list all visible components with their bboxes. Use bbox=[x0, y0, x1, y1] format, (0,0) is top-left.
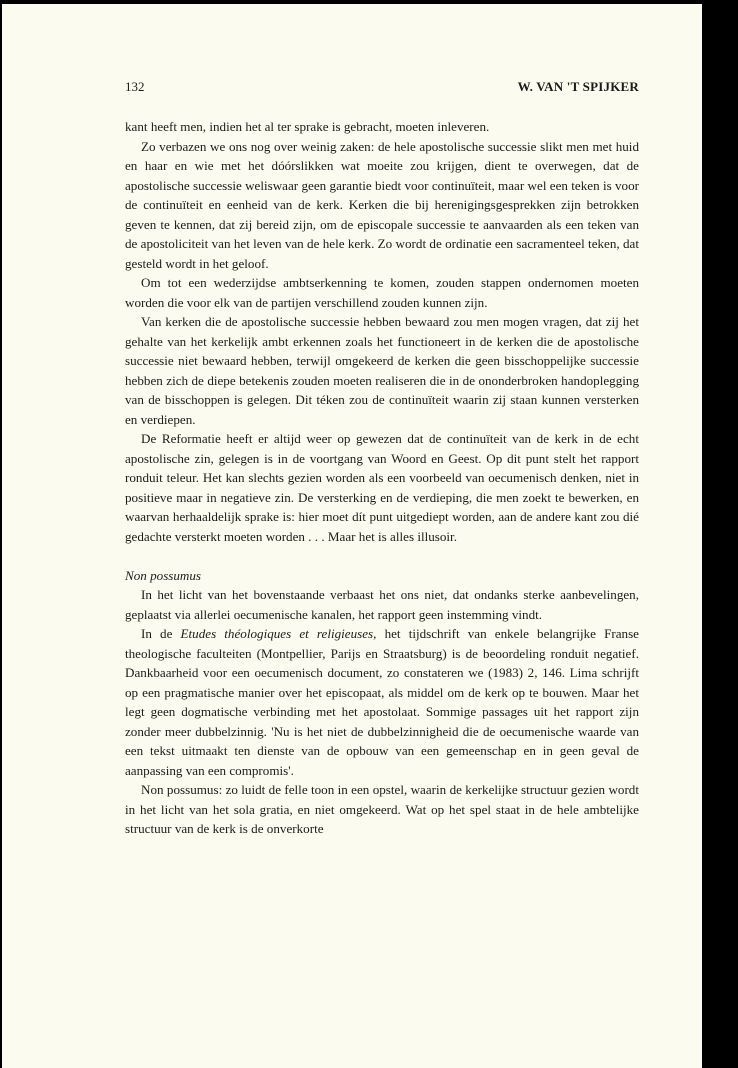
paragraph: Zo verbazen we ons nog over weinig zaken: de hele apostolische successie slikt men met huid en haar en wie met het dóórslikken wat moeite zou krijgen, dient te overwegen, dat de apostolische successie weliswaar geen garantie biedt voor continuïteit, maar wel een teken is voor de continuïteit en eenheid van de kerk. Kerken die bij herenigingsgesprekken zijn betrokken geven te kennen, dat zij bereid zijn, om de episcopale successie te aanvaarden als een teken van de apostoliciteit van het leven van de hele kerk. Zo wordt de ordinatie een sacramenteel teken, dat gesteld wordt in het geloof. bbox=[125, 138, 639, 271]
book-page bbox=[2, 4, 702, 1068]
paragraph: De Reformatie heeft er altijd weer op gewezen dat de continuïteit van de kerk in de echt apostolische zin, gelegen is in de voortgang van Woord en Geest. Op dit punt stelt het rapport ronduit teleur. Het kan slechts gezien worden als een voorbeeld van oecumenisch denken, niet in positieve maar in negatieve zin. De versterking en de verdieping, die men zoekt te bewerken, en waarvan herhaaldelijk sprake is: hier moet dít punt uitgediept worden, aan de andere kant zou dié gedachte versterkt moeten worden . . . Maar het is alles illusoir. bbox=[125, 431, 639, 544]
body-text bbox=[125, 117, 639, 839]
page-number: 132 bbox=[125, 79, 145, 94]
paragraph: Van kerken die de apostolische successie hebben bewaard zou men mogen vragen, dat zij het gehalte van het kerkelijk ambt erkennen zoals het functioneert in de kerken die de apostolische successie niet bewaard hebben, terwijl omgekeerd de kerken die geen bisschoppelijke successie hebben zich de diepe betekenis zouden moeten realiseren die in de ononderbroken handoplegging van de bisschoppen is gelegen. Dit téken zou de continuïteit waarin zij staan kunnen versterken en verdiepen. bbox=[125, 314, 639, 427]
paragraph: Non possumus: zo luidt de felle toon in een opstel, waarin de kerkelijke structuur gezien wordt in het licht van het sola gratia, en niet omgekeerd. Wat op het spel staat in de hele ambtelijke structuur van de kerk is de onverkorte bbox=[125, 782, 639, 836]
section-heading: Non possumus bbox=[125, 567, 202, 583]
running-head-author: W. VAN 'T SPIJKER bbox=[517, 79, 639, 94]
paragraph: In het licht van het bovenstaande verbaast het ons niet, dat ondanks sterke aanbevelingen, geplaatst via allerlei oecumenische kanalen, het rapport geen instemming vindt. bbox=[125, 587, 639, 622]
paragraph: kant heeft men, indien het al ter sprake is gebracht, moeten inleveren. bbox=[125, 119, 490, 134]
paragraph: Om tot een wederzijdse ambtserkenning te komen, zouden stappen ondernomen moeten worden die voor elk van de partijen verschillend zouden kunnen zijn. bbox=[125, 275, 639, 310]
paragraph bbox=[125, 624, 639, 780]
paragraph-text: In de bbox=[141, 626, 181, 641]
journal-title: Etudes théologiques et religieuses, bbox=[180, 626, 377, 641]
paragraph-text: het tijdschrift van enkele belangrijke Franse theologische faculteiten (Montpellier, Parijs en Straatsburg) is de beoordeling ronduit negatief. Dankbaarheid voor een oecumenisch document, zo constateren we (1983) 2, 146. Lima schrijft op een pragmatische manier over het episcopaat, als middel om de kerk op te bouwen. Maar het legt geen dogmatische verbinding met het apostolaat. Sommige passages uit het rapport zijn zonder meer dubbelzinnig. 'Nu is het niet de dubbelzinnigheid die de oecumenische waarde van een tekst uitmaakt ten dienste van de opbouw van een gemeenschap en in geen geval de aanpassing van een compromis'. bbox=[125, 626, 639, 778]
